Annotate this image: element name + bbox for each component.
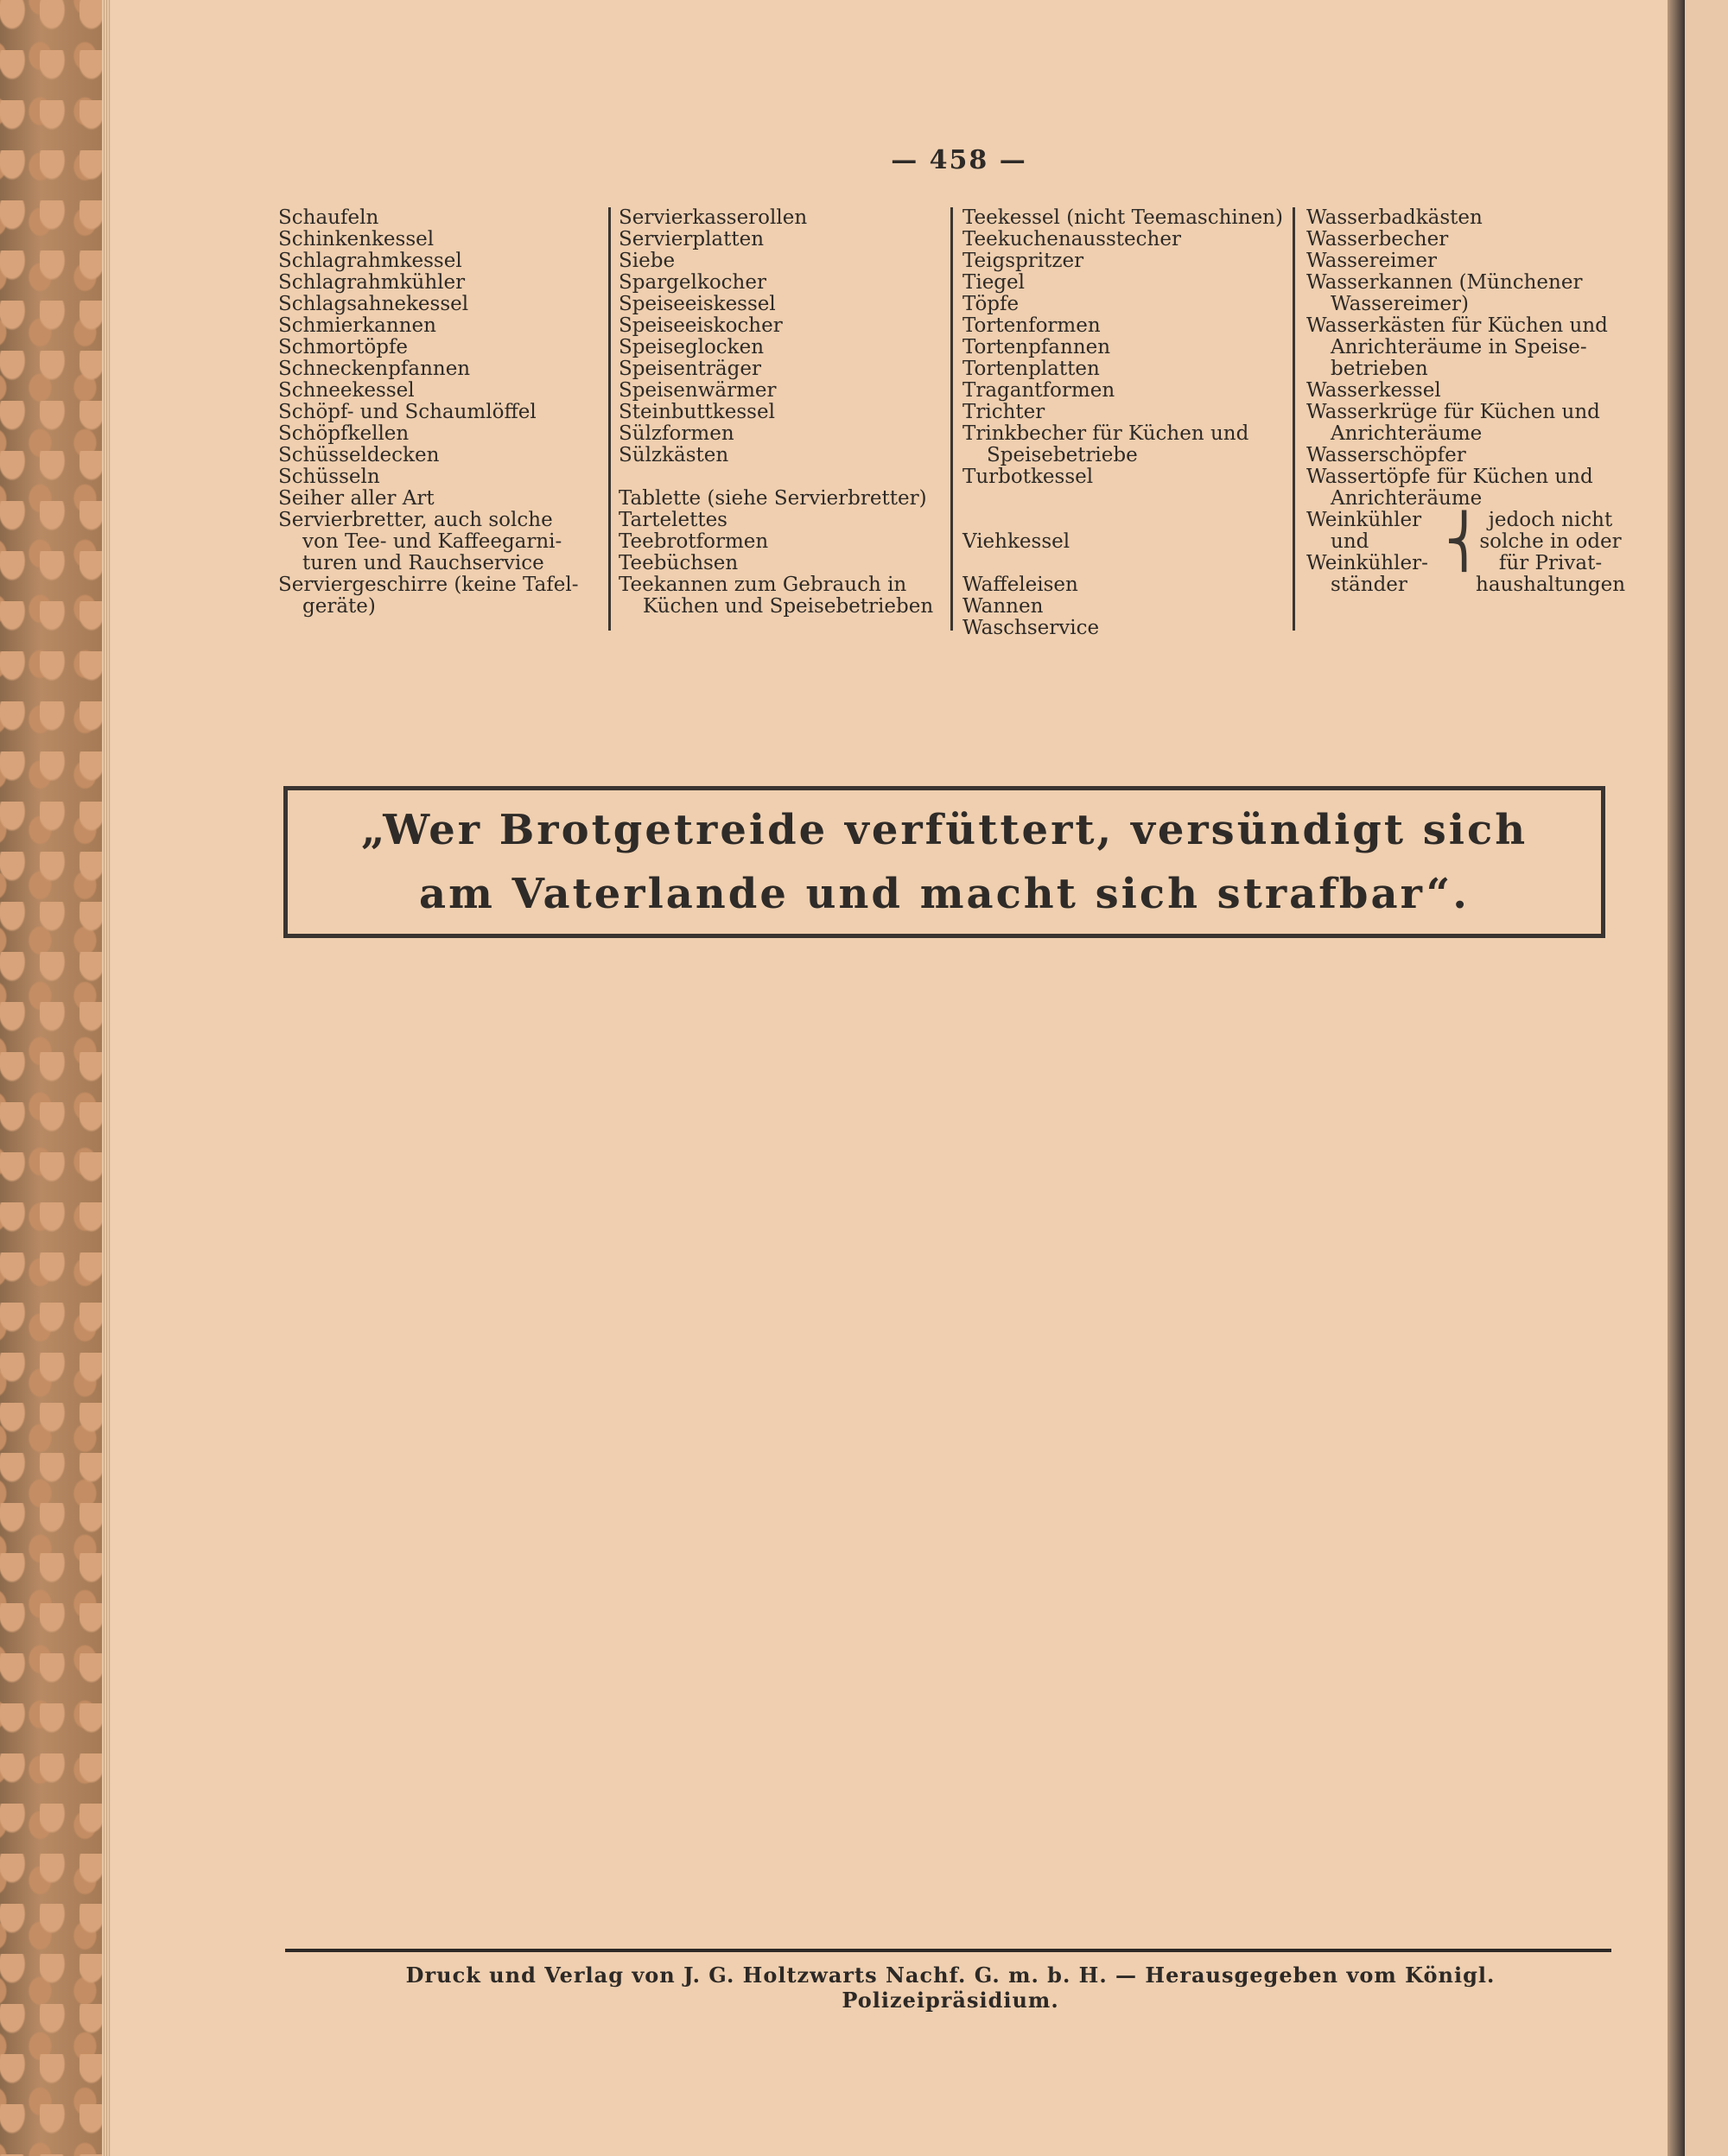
list-item: Teigspritzer bbox=[962, 250, 1084, 272]
column-3 bbox=[962, 207, 1284, 639]
list-item: Schmortöpfe bbox=[278, 336, 409, 358]
list-item: Schlagsahnekessel bbox=[278, 293, 469, 315]
list-item: Tortenpfannen bbox=[962, 336, 1111, 358]
list-item: Teekannen zum Gebrauch in bbox=[619, 574, 907, 596]
list-item: Seiher aller Art bbox=[278, 487, 435, 510]
list-item: Sülzkästen bbox=[619, 444, 729, 466]
list-item: Wasserkessel bbox=[1306, 379, 1441, 402]
list-item: Spargelkocher bbox=[619, 271, 766, 294]
list-item: Wasserkrüge für Küchen und bbox=[1306, 401, 1600, 423]
list-item: Tortenplatten bbox=[962, 358, 1100, 380]
list-item: Tiegel bbox=[962, 271, 1025, 294]
list-item: Teebüchsen bbox=[619, 552, 739, 574]
list-item-continuation: Speisebetriebe bbox=[987, 444, 1138, 466]
slogan-line-1: „Wer Brotgetreide verfüttert, versündigt sich bbox=[360, 806, 1528, 854]
list-item: Speiseeiskessel bbox=[619, 293, 776, 315]
list-item: Speisenträger bbox=[619, 358, 761, 380]
list-item: Trinkbecher für Küchen und bbox=[962, 422, 1249, 445]
list-item: Wannen bbox=[962, 595, 1044, 618]
list-item: Speisenwärmer bbox=[619, 379, 777, 402]
list-item: Wasserbadkästen bbox=[1306, 206, 1483, 229]
list-item: Tortenformen bbox=[962, 314, 1101, 337]
list-item: Steinbuttkessel bbox=[619, 401, 775, 423]
bracket-right-line: haushaltungen bbox=[1476, 574, 1626, 596]
list-item: Trichter bbox=[962, 401, 1045, 423]
bracket-right-line: solche in oder bbox=[1479, 530, 1622, 553]
list-item bbox=[962, 488, 1284, 510]
list-item-continuation: Wassereimer) bbox=[1331, 293, 1469, 315]
page-number: — 458 — bbox=[891, 145, 1027, 175]
list-item: Turbotkessel bbox=[962, 466, 1094, 488]
list-item: Wassereimer bbox=[1306, 250, 1437, 272]
bracketed-entry bbox=[1306, 510, 1628, 596]
column-divider bbox=[1293, 207, 1295, 631]
column-divider bbox=[950, 207, 953, 631]
book-gutter bbox=[1668, 0, 1685, 2156]
page-stack-edge bbox=[102, 0, 111, 2156]
list-item: Schüsseln bbox=[278, 466, 380, 488]
list-item: Wasserbecher bbox=[1306, 228, 1449, 250]
list-item: Siebe bbox=[619, 250, 676, 272]
bracket-left-line: Weinkühler bbox=[1306, 509, 1422, 531]
list-item: Schöpfkellen bbox=[278, 422, 410, 445]
list-item-continuation: Anrichteräume bbox=[1331, 422, 1483, 445]
column-4 bbox=[1306, 207, 1628, 596]
slogan-box bbox=[283, 786, 1605, 938]
list-item-continuation: Anrichteräume in Speise- bbox=[1331, 336, 1587, 358]
list-item bbox=[962, 510, 1284, 531]
list-item-continuation: von Tee- und Kaffeegarni- bbox=[302, 530, 562, 553]
list-item: Schüsseldecken bbox=[278, 444, 440, 466]
list-item: Töpfe bbox=[962, 293, 1020, 315]
list-item bbox=[962, 553, 1284, 574]
list-item: Schinkenkessel bbox=[278, 228, 435, 250]
footer-rule bbox=[285, 1949, 1611, 1952]
list-item: Schlagrahmkühler bbox=[278, 271, 466, 294]
list-item: Tablette (siehe Servierbretter) bbox=[619, 487, 927, 510]
list-item-continuation: Küchen und Speisebetrieben bbox=[643, 595, 934, 618]
bracket-left-line: und bbox=[1331, 530, 1369, 553]
list-item: Tartelettes bbox=[619, 509, 727, 531]
bracket-left-line: ständer bbox=[1331, 574, 1407, 596]
list-item: Servierbretter, auch solche bbox=[278, 509, 553, 531]
list-item: Wasserkannen (Münchener bbox=[1306, 271, 1583, 294]
list-item: Wasserkästen für Küchen und bbox=[1306, 314, 1608, 337]
list-item: Schlagrahmkessel bbox=[278, 250, 462, 272]
list-item: Tragantformen bbox=[962, 379, 1115, 402]
next-page-edge bbox=[1685, 0, 1728, 2156]
column-divider bbox=[608, 207, 611, 631]
list-item-continuation: betrieben bbox=[1331, 358, 1428, 380]
list-item-continuation: turen und Rauchservice bbox=[302, 552, 544, 574]
list-item: Waschservice bbox=[962, 617, 1100, 639]
slogan-line-2: am Vaterlande und macht sich strafbar“. bbox=[419, 870, 1470, 918]
list-item: Schneekessel bbox=[278, 379, 415, 402]
list-item: Teekuchenausstecher bbox=[962, 228, 1181, 250]
list-item: Speiseeiskocher bbox=[619, 314, 783, 337]
marbled-book-edge bbox=[0, 0, 105, 2156]
list-item-continuation: Anrichteräume bbox=[1331, 487, 1483, 510]
list-item: Speiseglocken bbox=[619, 336, 765, 358]
bracket-left-line: Weinkühler- bbox=[1306, 552, 1428, 574]
list-item: Teebrotformen bbox=[619, 530, 769, 553]
column-2 bbox=[619, 207, 942, 618]
brace-icon: ⎨ bbox=[1445, 511, 1483, 572]
list-item: Teekessel (nicht Teemaschinen) bbox=[962, 206, 1283, 229]
list-item: Schaufeln bbox=[278, 206, 379, 229]
list-item: Serviergeschirre (keine Tafel- bbox=[278, 574, 579, 596]
list-item: Waffeleisen bbox=[962, 574, 1078, 596]
list-item: Schöpf- und Schaumlöffel bbox=[278, 401, 537, 423]
list-item: Servierkasserollen bbox=[619, 206, 808, 229]
bracket-right-line: für Privat- bbox=[1498, 552, 1603, 574]
list-item: Sülzformen bbox=[619, 422, 734, 445]
column-1 bbox=[278, 207, 600, 618]
list-item-continuation: geräte) bbox=[302, 595, 376, 618]
list-item: Servierplatten bbox=[619, 228, 765, 250]
list-item: Schneckenpfannen bbox=[278, 358, 471, 380]
list-item bbox=[619, 466, 942, 488]
imprint-footer: Druck und Verlag von J. G. Holtzwarts Nachf. G. m. b. H. — Herausgegeben vom Königl. Polizeipräsidium. bbox=[405, 1963, 1496, 2013]
list-item: Schmierkannen bbox=[278, 314, 436, 337]
list-item: Wasserschöpfer bbox=[1306, 444, 1466, 466]
list-item: Wassertöpfe für Küchen und bbox=[1306, 466, 1593, 488]
bracket-right-line: jedoch nicht bbox=[1488, 509, 1613, 531]
list-item: Viehkessel bbox=[962, 530, 1070, 553]
